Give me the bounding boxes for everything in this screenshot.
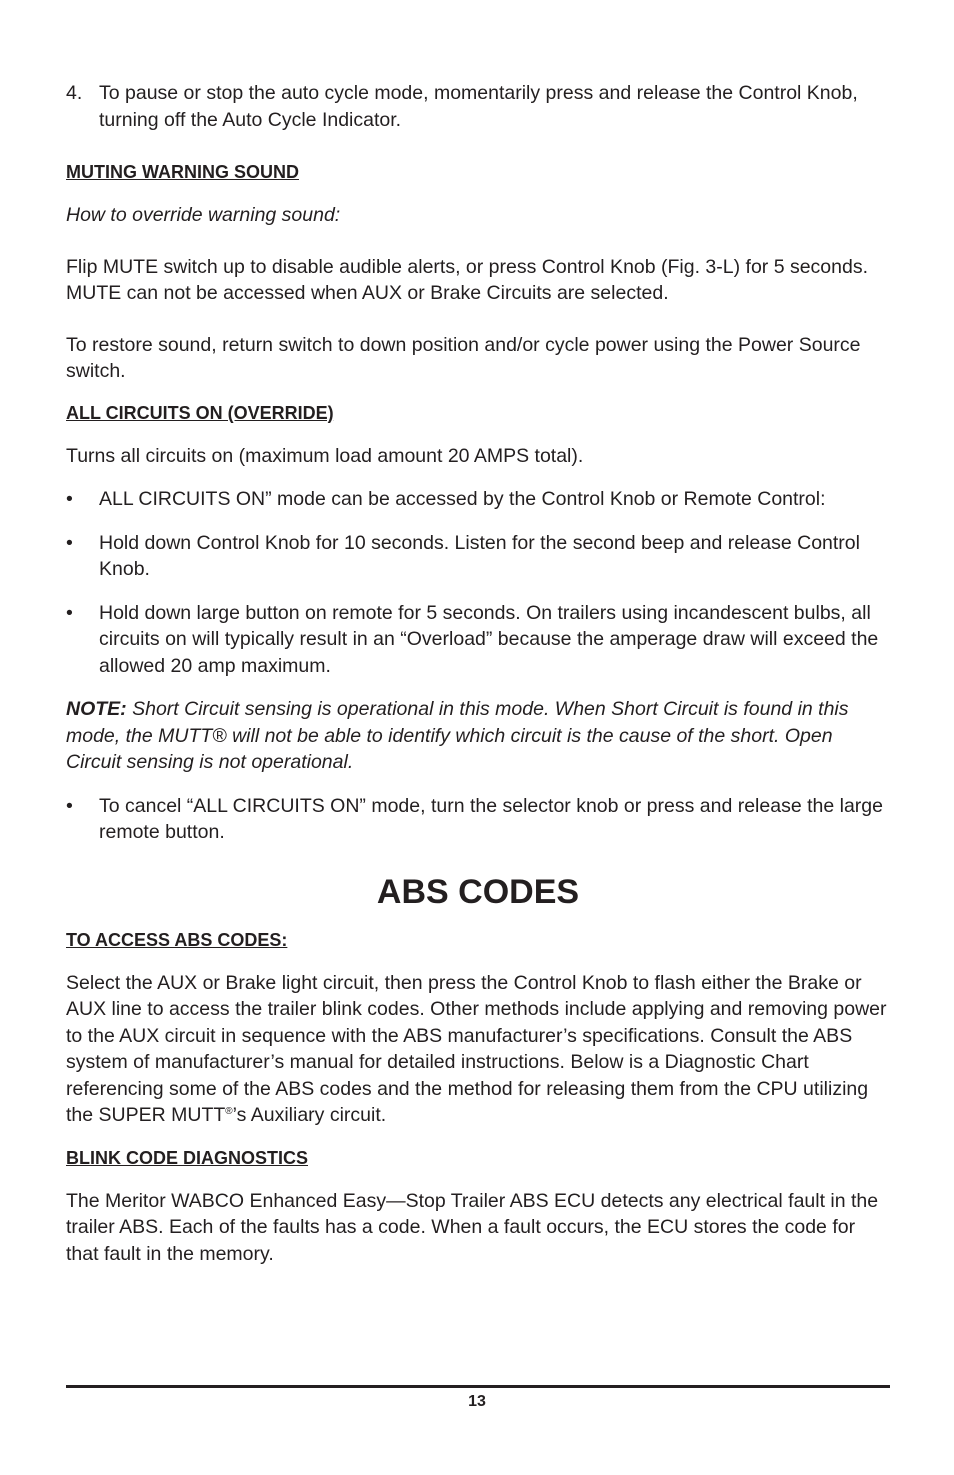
bullet-item	[66, 486, 890, 513]
bullet-text: To cancel “ALL CIRCUITS ON” mode, turn the selector knob or press and release the large remote button.	[99, 794, 883, 843]
muting-paragraph-2: To restore sound, return switch to down position and/or cycle power using the Power Source switch.	[66, 333, 861, 382]
all-circuits-intro: Turns all circuits on (maximum load amount 20 AMPS total).	[66, 444, 584, 467]
access-heading: TO ACCESS ABS CODES:	[66, 929, 288, 950]
bullet-item	[66, 600, 890, 680]
muting-subheading: How to override warning sound:	[66, 204, 341, 226]
blink-paragraph: The Meritor WABCO Enhanced Easy—Stop Trailer ABS ECU detects any electrical fault in the trailer ABS. Each of the faults has a code. When a fault occurs, the ECU stores the code for that fault in the memory.	[66, 1189, 879, 1265]
bullet-item	[66, 793, 890, 846]
all-circuits-heading: ALL CIRCUITS ON (OVERRIDE)	[66, 402, 334, 423]
section-title: ABS CODES	[376, 872, 580, 911]
access-text: Select the AUX or Brake light circuit, then press the Control Knob to flash either the Brake or AUX line to access the trailer blink codes. Other methods include applying and removing power to the AUX circuit in sequence with the ABS manufacturer’s specifications. Consult the ABS system of manufacturer’s manual for detailed instructions. Below is a Diagnostic Chart referencing some of the ABS codes and the method for releasing them from the CPU utilizing the SUPER MUTT	[66, 971, 887, 1126]
bullet-item	[66, 530, 890, 583]
note-paragraph	[66, 696, 890, 776]
blink-heading: BLINK CODE DIAGNOSTICS	[66, 1147, 309, 1168]
page-number: 13	[468, 1393, 486, 1410]
bullet-text: Hold down large button on remote for 5 seconds. On trailers using incandescent bulbs, all circuits on will typically result in an “Overload” because the amperage draw will exceed the allowed 20 amp maximum.	[99, 601, 879, 677]
bullet-marker: •	[66, 601, 73, 624]
registered-mark: ®	[225, 1106, 233, 1117]
muting-heading: MUTING WARNING SOUND	[66, 162, 299, 182]
footer-rule	[66, 1385, 890, 1388]
numbered-item-4	[66, 80, 890, 133]
bullet-marker: •	[66, 488, 73, 510]
bullet-text: Hold down Control Knob for 10 seconds. Listen for the second beep and release Control Knob.	[99, 531, 860, 580]
access-text-end: ’s Auxiliary circuit.	[232, 1104, 387, 1126]
access-paragraph	[66, 970, 890, 1129]
item-text: To pause or stop the auto cycle mode, momentarily press and release the Control Knob, turning off the Auto Cycle Indicator.	[99, 82, 858, 131]
muting-paragraph-1: Flip MUTE switch up to disable audible alerts, or press Control Knob (Fig. 3-L) for 5 seconds. MUTE can not be accessed when AUX or Brake Circuits are selected.	[66, 255, 869, 304]
bullet-marker: •	[66, 794, 73, 817]
note-label: NOTE:	[66, 698, 127, 720]
bullet-text: ALL CIRCUITS ON” mode can be accessed by the Control Knob or Remote Control:	[99, 488, 826, 510]
item-number: 4.	[66, 82, 83, 104]
bullet-marker: •	[66, 531, 73, 554]
page-content	[66, 80, 890, 1267]
note-text: Short Circuit sensing is operational in this mode. When Short Circuit is found in this mode, the MUTT® will not be able to identify which circuit is the cause of the short. Open Circuit sensing is not operational.	[66, 698, 849, 773]
